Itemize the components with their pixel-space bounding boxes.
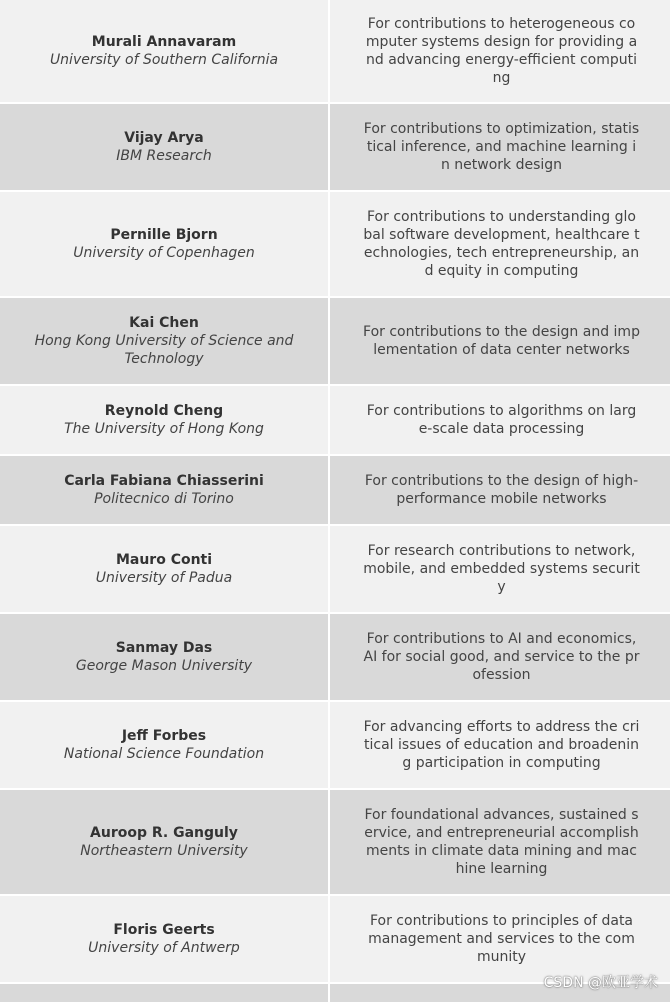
fellow-name: Mauro Conti	[115, 552, 213, 568]
table-row	[0, 386, 670, 456]
citation-cell	[330, 896, 670, 982]
citation-cell	[330, 702, 670, 788]
fellow-affiliation: National Science Foundation	[63, 746, 265, 762]
fellow-cell	[0, 0, 330, 102]
fellow-cell	[0, 702, 330, 788]
citation-cell	[330, 526, 670, 612]
fellow-cell	[0, 984, 330, 1002]
fellow-citation: For contributions to AI and economics, AI for social good, and service to the profession	[363, 631, 640, 683]
citation-cell	[330, 192, 670, 296]
fellow-name: Auroop R. Ganguly	[90, 825, 238, 841]
fellow-citation: For contributions to understanding global software development, healthcare technologies, tech entrepreneurship, and equity in computing	[363, 209, 640, 279]
fellow-name: Sanmay Das	[115, 640, 213, 656]
fellow-cell	[0, 104, 330, 190]
fellow-citation: For contributions to the design of high-performance mobile networks	[364, 473, 639, 507]
fellow-affiliation: University of Antwerp	[88, 940, 240, 956]
fellow-name: Pernille Bjorn	[110, 227, 218, 243]
fellow-cell	[0, 298, 330, 384]
table-row	[0, 104, 670, 192]
fellow-cell	[0, 456, 330, 524]
citation-cell	[330, 104, 670, 190]
citation-cell	[330, 298, 670, 384]
watermark: CSDN @欧亚学术	[543, 975, 658, 991]
citation-cell	[330, 0, 670, 102]
fellow-affiliation: IBM Research	[116, 148, 212, 164]
fellow-cell	[0, 614, 330, 700]
fellow-name: Kai Chen	[129, 315, 199, 331]
table-row	[0, 298, 670, 386]
table-row	[0, 456, 670, 526]
fellow-citation: For contributions to the design and implementation of data center networks	[363, 324, 640, 358]
fellow-name: Jeff Forbes	[121, 728, 207, 744]
table-row	[0, 790, 670, 896]
fellow-cell	[0, 386, 330, 454]
fellow-cell	[0, 192, 330, 296]
fellow-citation: For contributions to algorithms on large-scale data processing	[366, 403, 637, 437]
fellow-name: Murali Annavaram	[91, 34, 237, 50]
fellow-affiliation: Northeastern University	[80, 843, 248, 859]
fellow-name: Carla Fabiana Chiasserini	[64, 473, 264, 489]
fellow-name: Reynold Cheng	[104, 403, 224, 419]
citation-cell	[330, 456, 670, 524]
fellow-cell	[0, 526, 330, 612]
fellow-affiliation: George Mason University	[75, 658, 253, 674]
fellow-name: Vijay Arya	[124, 130, 204, 146]
fellow-name: Floris Geerts	[113, 922, 215, 938]
fellow-affiliation: University of Padua	[95, 570, 233, 586]
fellow-cell	[0, 896, 330, 982]
fellow-citation: For contributions to principles of data management and services to the community	[368, 913, 635, 965]
table-row	[0, 0, 670, 104]
citation-cell	[330, 614, 670, 700]
citation-cell	[330, 790, 670, 894]
table-row	[0, 526, 670, 614]
fellow-citation: For foundational advances, sustained service, and entrepreneurial accomplishments in climate data mining and machine learning	[364, 807, 639, 877]
fellow-affiliation: The University of Hong Kong	[64, 421, 264, 437]
table-row	[0, 614, 670, 702]
fellow-cell	[0, 790, 330, 894]
fellow-affiliation: University of Southern California	[49, 52, 279, 68]
fellow-citation: For contributions to heterogeneous computer systems design for providing and advancing energy-efficient computing	[365, 16, 638, 86]
fellow-affiliation: Hong Kong University of Science and Technology	[34, 333, 294, 367]
fellow-affiliation: Politecnico di Torino	[94, 491, 234, 507]
table-row	[0, 192, 670, 298]
citation-cell	[330, 386, 670, 454]
fellow-affiliation: University of Copenhagen	[73, 245, 255, 261]
fellow-citation: For research contributions to network, mobile, and embedded systems security	[363, 543, 640, 595]
fellow-citation: For advancing efforts to address the critical issues of education and broadening participation in computing	[363, 719, 640, 771]
table-row	[0, 702, 670, 790]
table-row	[0, 896, 670, 984]
fellow-citation: For contributions to optimization, statistical inference, and machine learning in network design	[363, 121, 640, 173]
